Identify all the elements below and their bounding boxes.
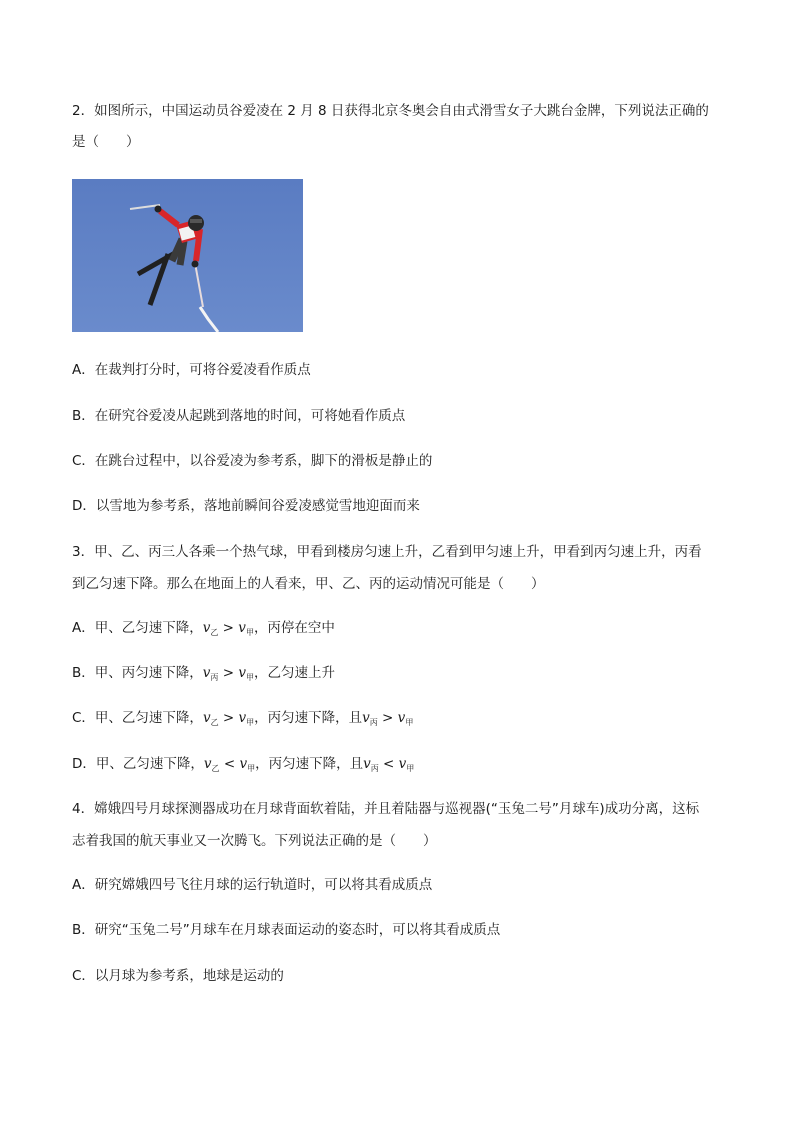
q2-option-a: A．在裁判打分时，可将谷爱凌看作质点 bbox=[72, 362, 311, 378]
q3-option-b: B．甲、丙匀速下降，$v_丙 > v_甲$，乙匀速上升 bbox=[72, 665, 335, 682]
q3-option-d: D．甲、乙匀速下降，$v_乙 < v_甲$，丙匀速下降，且$v_丙 < v_甲$ bbox=[72, 756, 415, 773]
q2-stem-line1: 2．如图所示，中国运动员谷爱凌在 2 月 8 日获得北京冬奥会自由式滑雪女子大跳台金牌，下列说法正确的 bbox=[72, 103, 709, 119]
q4-option-b: B．研究“玉兔二号”月球车在月球表面运动的姿态时，可以将其看成质点 bbox=[72, 922, 501, 938]
q2-option-d: D．以雪地为参考系，落地前瞬间谷爱凌感觉雪地迎面而来 bbox=[72, 498, 420, 514]
q2-option-b: B．在研究谷爱凌从起跳到落地的时间，可将她看作质点 bbox=[72, 408, 406, 424]
q3-stem-line2: 到乙匀速下降。那么在地面上的人看来，甲、乙、丙的运动情况可能是（ ） bbox=[72, 576, 545, 592]
q3-option-a: A．甲、乙匀速下降，$v_乙 > v_甲$，丙停在空中 bbox=[72, 620, 335, 637]
q2-option-c: C．在跳台过程中，以谷爱凌为参考系，脚下的滑板是静止的 bbox=[72, 453, 433, 469]
q4-stem-line2: 志着我国的航天事业又一次腾飞。下列说法正确的是（ ） bbox=[72, 833, 437, 849]
skier-photo bbox=[72, 179, 303, 332]
q3-stem-line1: 3．甲、乙、丙三人各乘一个热气球，甲看到楼房匀速上升，乙看到甲匀速上升，甲看到丙匀速上升，丙看 bbox=[72, 544, 702, 560]
q3-option-c: C．甲、乙匀速下降，$v_乙 > v_甲$，丙匀速下降，且$v_丙 > v_甲$ bbox=[72, 710, 414, 727]
q4-option-a: A．研究嫦娥四号飞往月球的运行轨道时，可以将其看成质点 bbox=[72, 877, 433, 893]
q2-stem-line2: 是（ ） bbox=[72, 134, 140, 150]
skier-illustration bbox=[72, 179, 303, 332]
q4-option-c: C．以月球为参考系，地球是运动的 bbox=[72, 968, 284, 984]
q4-stem-line1: 4．嫦娥四号月球探测器成功在月球背面软着陆，并且着陆器与巡视器(“玉兔二号”月球车)成功分离，这标 bbox=[72, 801, 700, 817]
